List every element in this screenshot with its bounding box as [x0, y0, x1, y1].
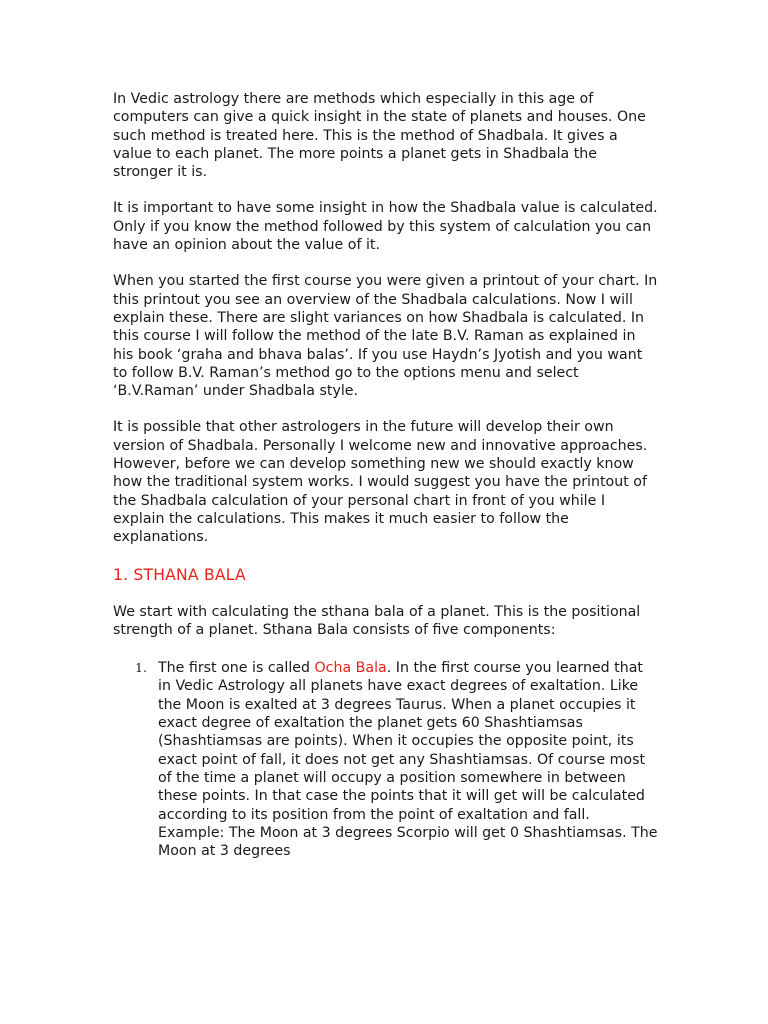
- paragraph-future-versions: It is possible that other astrologers in the future will develop their own version of Shadbala. Personally I welcome new and innovative approaches. However, before we can develop something new we should exactly know how the traditional system works. I would suggest you have the printout of the Shadbala calculation of your personal chart in front of you while I explain the calculations. This makes it much easier to follow the explanations.: [113, 419, 648, 546]
- list-item-number: 1.: [135, 660, 147, 676]
- paragraph-first-course: When you started the first course you were given a printout of your chart. In this printout you see an overview of the Shadbala calculations. Now I will explain these. There are slight variances on how Shadbala is calculated. In this course I will follow the method of the late B.V. Raman as explained in his book ‘graha and bhava balas’. If you use Haydn’s Jyotish and you want to follow B.V. Raman’s method go to the options menu and select ‘B.V.Raman’ under Shadbala style.: [113, 273, 658, 400]
- paragraph-intro: In Vedic astrology there are methods which especially in this age of computers can give a quick insight in the state of planets and houses. One such method is treated here. This is the method of Shadbala. It gives a value to each planet. The more points a planet gets in Shadbala the stronger it is.: [113, 91, 646, 181]
- list-item-text-before: The first one is called: [158, 660, 315, 677]
- paragraph-sthana-intro: We start with calculating the sthana bala of a planet. This is the positional strength of a planet. Sthana Bala consists of five components:: [113, 603, 641, 638]
- list-item-ocha-bala: [113, 659, 658, 860]
- paragraph-importance: It is important to have some insight in how the Shadbala value is calculated. Only if you know the method followed by this system of calculation you can have an opinion about the value of it.: [113, 200, 658, 254]
- document-page: [113, 90, 658, 860]
- section-heading-sthana-bala: 1. STHANA BALA: [113, 565, 246, 584]
- list-item-text-after: . In the first course you learned that in Vedic Astrology all planets have exact degrees of exaltation. Like the Moon is exalted at 3 degrees Taurus. When a planet occupies it exact degree of exaltation the planet gets 60 Shashtiamsas (Shashtiamsas are points). When it occupies the opposite point, its exact point of fall, it does not get any Shashtiamsas. Of course most of the time a planet will occupy a position somewhere in between these points. In that case the points that it will get will be calculated according to its position from the point of exaltation and fall. Example: The Moon at 3 degrees Scorpio will get 0 Shashtiamsas. The Moon at 3 degrees: [158, 660, 658, 860]
- ocha-bala-term: Ocha Bala: [314, 660, 387, 677]
